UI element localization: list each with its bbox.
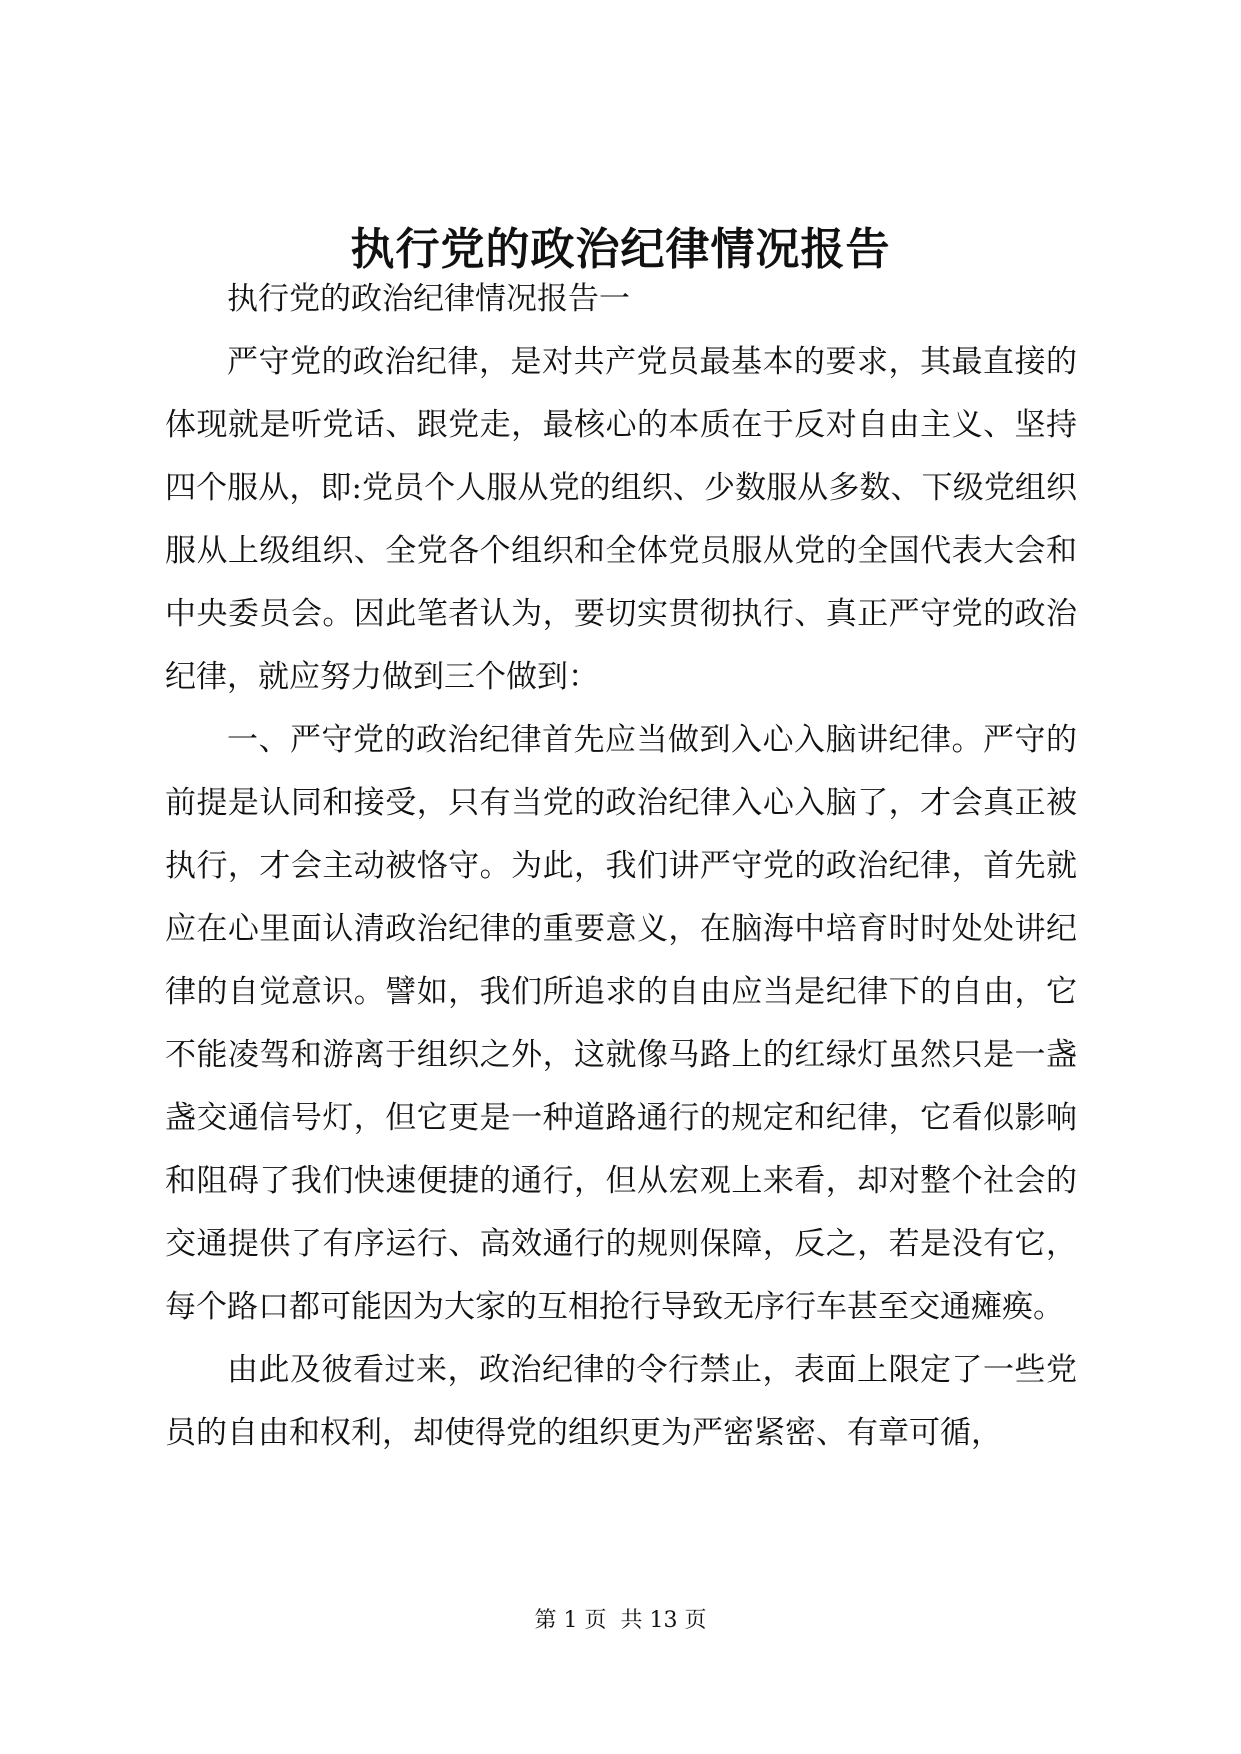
- document-title: 执行党的政治纪律情况报告: [350, 224, 891, 275]
- paragraph-point-one: 一、严守党的政治纪律首先应当做到入心入脑讲纪律。严守的前提是认同和接受，只有当党的政治纪律入心入脑了，才会真正被执行，才会主动被恪守。为此，我们讲严守党的政治纪律，首先就应在心里面认清政治纪律的重要意义，在脑海中培育时时处处讲纪律的自觉意识。譬如，我们所追求的自由应当是纪律下的自由，它不能凌驾和游离于组织之外，这就像马路上的红绿灯虽然只是一盏盏交通信号灯，但它更是一种道路通行的规定和纪律，它看似影响和阻碍了我们快速便捷的通行，但从宏观上来看，却对整个社会的交通提供了有序运行、高效通行的规则保障，反之，若是没有它，每个路口都可能因为大家的互相抢行导致无序行车甚至交通瘫痪。: [165, 722, 1077, 1325]
- paragraph-subtitle: 执行党的政治纪律情况报告一: [227, 281, 630, 317]
- paragraph-continuation: 由此及彼看过来，政治纪律的令行禁止，表面上限定了一些党员的自由和权利，却使得党的组织更为严密紧密、有章可循，: [165, 1352, 1077, 1451]
- page-footer: [0, 1606, 1241, 1636]
- paragraph-intro: 严守党的政治纪律，是对共产党员最基本的要求，其最直接的体现就是听党话、跟党走，最核心的本质在于反对自由主义、坚持四个服从，即:党员个人服从党的组织、少数服从多数、下级党组织服从上级组织、全党各个组织和全体党员服从党的全国代表大会和中央委员会。因此笔者认为，要切实贯彻执行、真正严守党的政治纪律，就应努力做到三个做到：: [165, 344, 1077, 695]
- page-number: 第 1 页: [534, 1608, 607, 1633]
- page-total: 共 13 页: [620, 1608, 707, 1633]
- document-body: [165, 268, 1077, 1465]
